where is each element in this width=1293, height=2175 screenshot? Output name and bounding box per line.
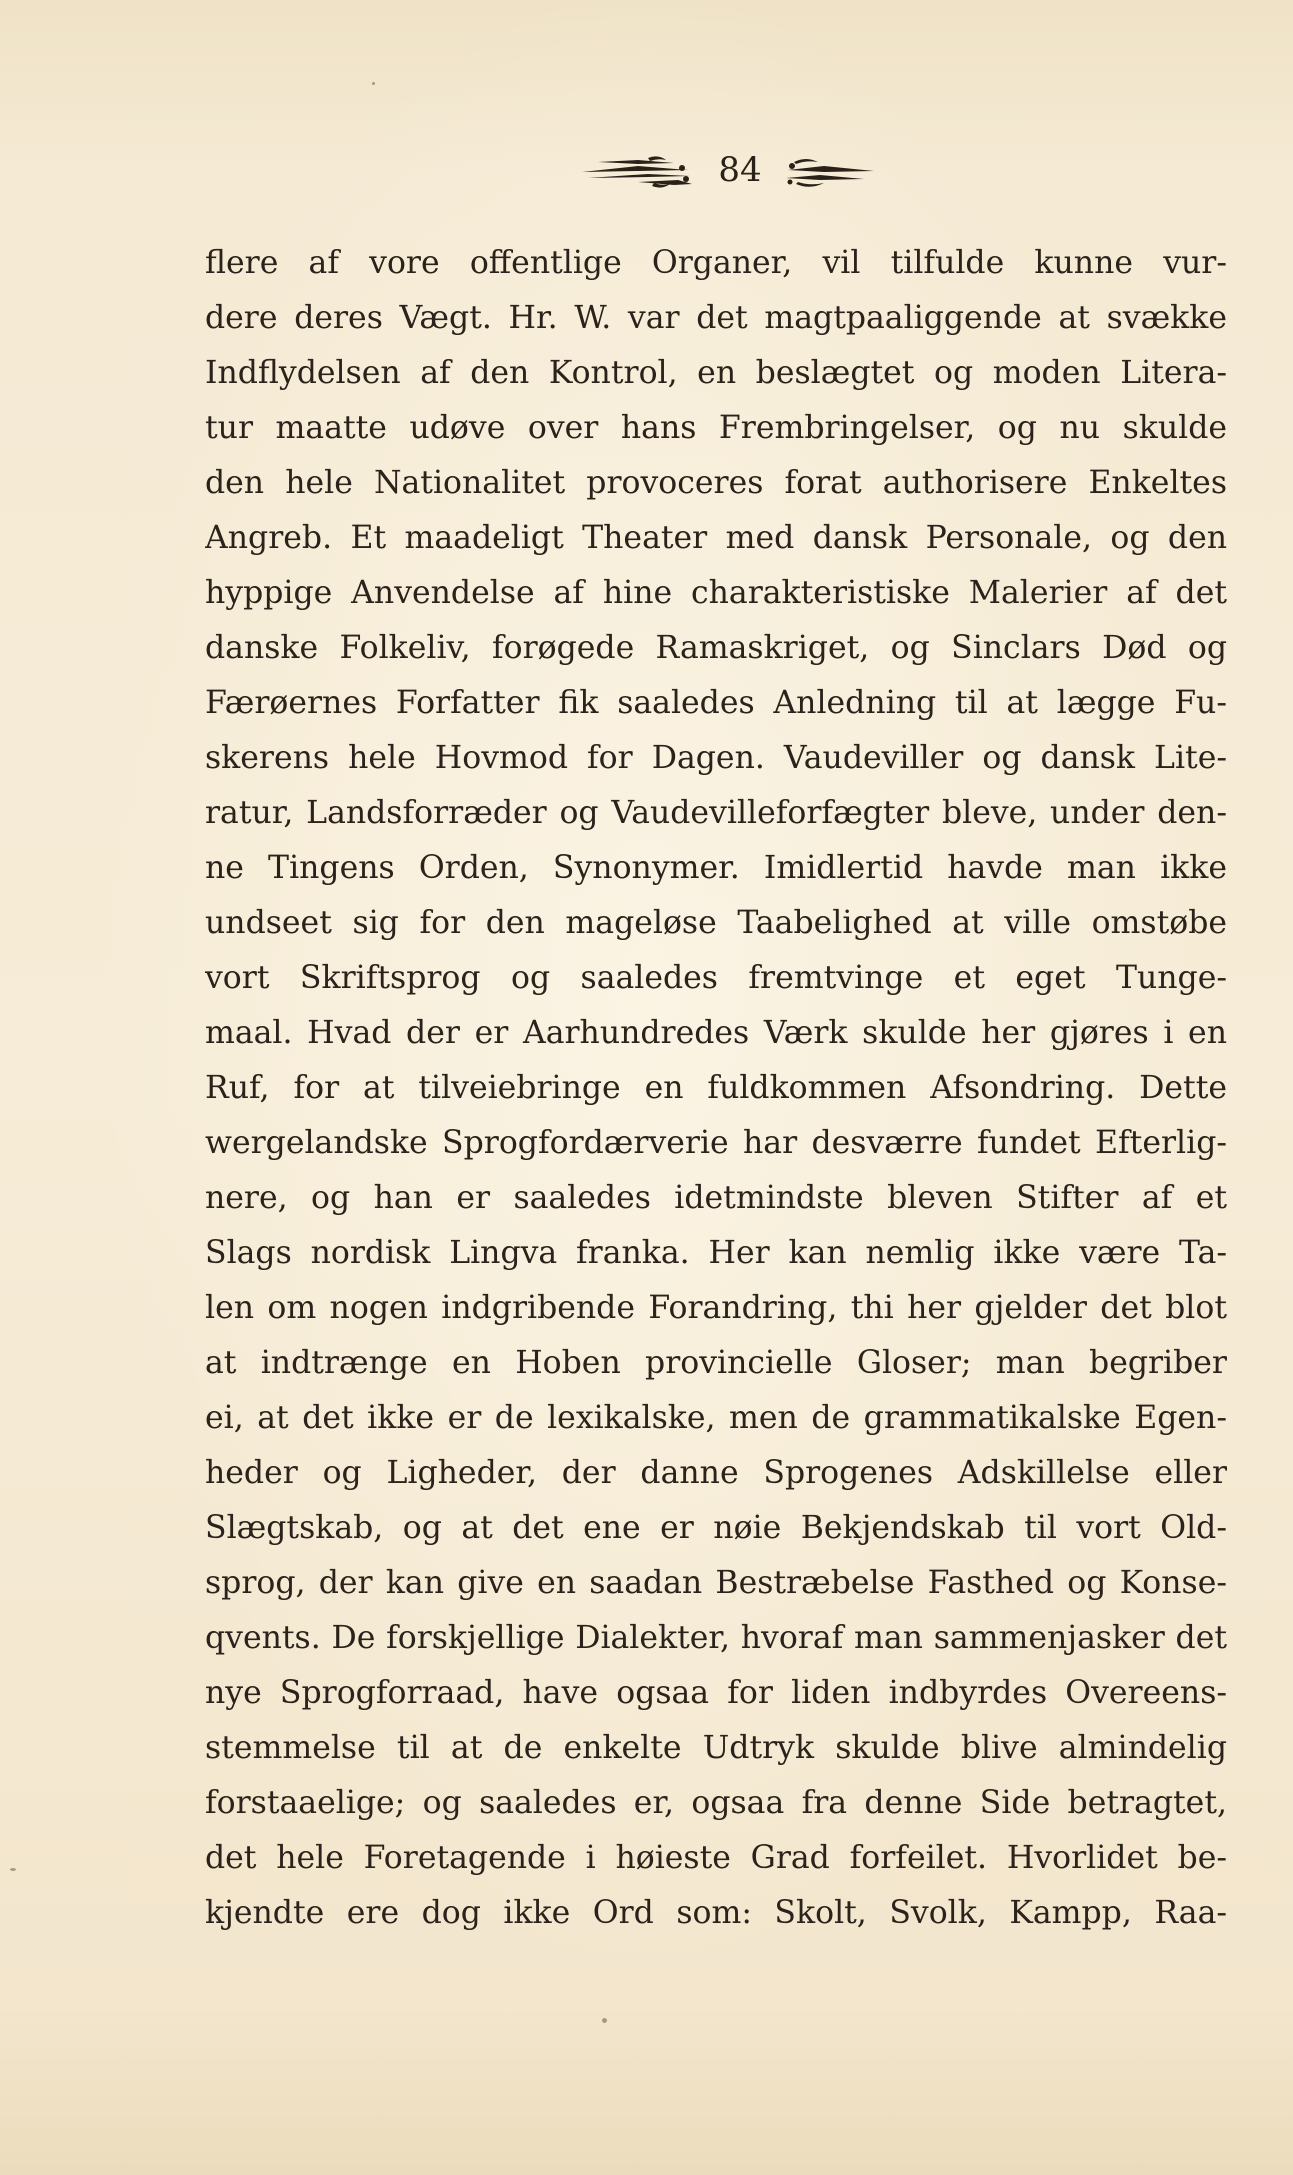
text-line: ei, at det ikke er de lexikalske, men de grammatikalske Egen- [205,1400,1227,1436]
text-line: sprog, der kan give en saadan Bestræbelse Fasthed og Konse- [205,1565,1227,1601]
text-line: skerens hele Hovmod for Dagen. Vaudeviller og dansk Lite- [205,740,1227,776]
text-line: tur maatte udøve over hans Frembringelser, og nu skulde [205,410,1227,446]
text-line: heder og Ligheder, der danne Sprogenes Adskillelse eller [205,1455,1227,1491]
text-line: ratur, Landsforræder og Vaudevilleforfægter bleve, under den- [205,795,1227,831]
left-fleuron-icon [578,152,696,192]
text-line: maal. Hvad der er Aarhundredes Værk skulde her gjøres i en [205,1015,1227,1051]
text-line: at indtrænge en Hoben provincielle Gloser; man begriber [205,1345,1227,1381]
text-line: det hele Foretagende i høieste Grad forfeilet. Hvorlidet be- [205,1840,1227,1876]
page-header [0,140,1293,200]
text-line: den hele Nationalitet provoceres forat authorisere Enkeltes [205,465,1227,501]
text-line: Ruf, for at tilveiebringe en fuldkommen Afsondring. Dette [205,1070,1227,1106]
paper-speck [602,2018,607,2023]
text-line: vort Skriftsprog og saaledes fremtvinge et eget Tunge- [205,960,1227,996]
text-line: wergelandske Sprogfordærverie har desværre fundet Efterlig- [205,1125,1227,1161]
text-line: danske Folkeliv, forøgede Ramaskriget, og Sinclars Død og [205,630,1227,666]
text-line: hyppige Anvendelse af hine charakteristiske Malerier af det [205,575,1227,611]
text-line: nere, og han er saaledes idetmindste bleven Stifter af et [205,1180,1227,1216]
text-line: Angreb. Et maadeligt Theater med dansk Personale, og den [205,520,1227,556]
paper-speck [10,1868,16,1871]
body-text [205,236,1227,1941]
page-number: 84 [718,150,762,190]
text-line: undseet sig for den mageløse Taabelighed at ville omstøbe [205,905,1227,941]
text-line: forstaaelige; og saaledes er, ogsaa fra denne Side betragtet, [205,1785,1227,1821]
text-line: stemmelse til at de enkelte Udtryk skulde blive almindelig [205,1730,1227,1766]
text-line: nye Sprogforraad, have ogsaa for liden indbyrdes Overeens- [205,1675,1227,1711]
text-line: qvents. De forskjellige Dialekter, hvoraf man sammenjasker det [205,1620,1227,1656]
text-line: Færøernes Forfatter fik saaledes Anledning til at lægge Fu- [205,685,1227,721]
text-line: kjendte ere dog ikke Ord som: Skolt, Svolk, Kampp, Raa- [205,1895,1227,1931]
text-line: flere af vore offentlige Organer, vil tilfulde kunne vur- [205,245,1227,281]
text-line: ne Tingens Orden, Synonymer. Imidlertid havde man ikke [205,850,1227,886]
text-line: Slægtskab, og at det ene er nøie Bekjendskab til vort Old- [205,1510,1227,1546]
text-line: len om nogen indgribende Forandring, thi her gjelder det blot [205,1290,1227,1326]
text-line: Indflydelsen af den Kontrol, en beslægtet og moden Litera- [205,355,1227,391]
right-fleuron-icon [784,152,878,192]
text-line: dere deres Vægt. Hr. W. var det magtpaaliggende at svække [205,300,1227,336]
paper-speck [372,82,375,85]
text-line: Slags nordisk Lingva franka. Her kan nemlig ikke være Ta- [205,1235,1227,1271]
